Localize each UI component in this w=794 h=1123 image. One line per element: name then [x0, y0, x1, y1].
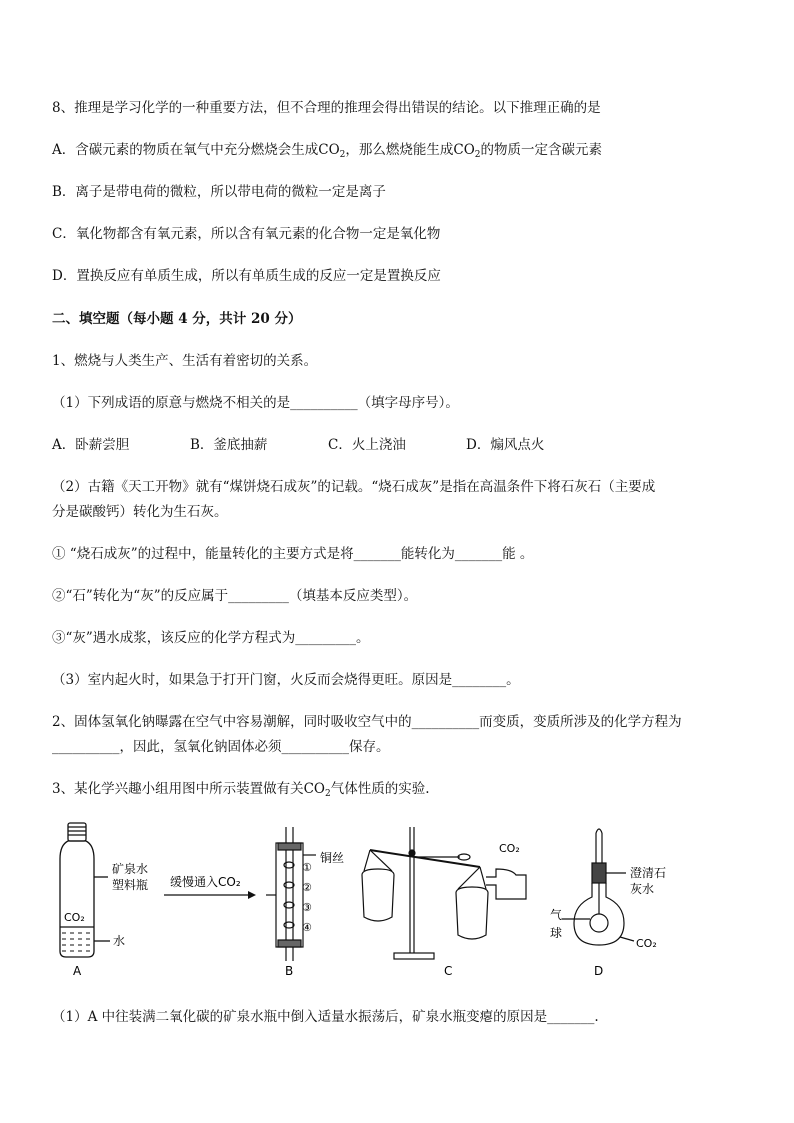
- q8-option-a[interactable]: [52, 140, 602, 160]
- q1-part1: （1）下列成语的原意与燃烧不相关的是__________（填字母序号）。: [52, 395, 459, 411]
- q8-a-text-2: ，那么燃烧能生成CO: [345, 142, 475, 158]
- q1-part2-line2: 分是碳酸钙）转化为生石灰。: [52, 504, 228, 520]
- q3-apparatus-figure: [40, 815, 720, 985]
- b-mark-1: ①: [302, 861, 312, 874]
- apparatus-b: [266, 827, 316, 961]
- q1-part3: （3）室内起火时，如果急于打开门窗，火反而会烧得更旺。原因是________。: [52, 672, 520, 688]
- arrow-head: [248, 891, 256, 899]
- balloon: [590, 914, 608, 932]
- q2-line2: __________，因此，氢氧化钠固体必须__________保存。: [52, 739, 390, 755]
- d-gas-label: CO₂: [636, 937, 657, 950]
- q8-a-text-1: A．含碳元素的物质在氧气中充分燃烧会生成CO: [52, 142, 340, 158]
- q1-opt-b[interactable]: B．釜底抽薪: [190, 437, 268, 453]
- caption-c: C: [444, 964, 453, 978]
- caption-d: D: [594, 964, 604, 978]
- c-gas-label: CO₂: [499, 842, 520, 855]
- bottle-cap: [68, 823, 86, 841]
- q3-stem-text-1: 3、某化学兴趣小组用图中所示装置做有关CO: [52, 781, 325, 797]
- q8-option-c[interactable]: C．氧化物都含有氧元素，所以含有氧元素的化合物一定是氧化物: [52, 226, 441, 242]
- q1-part2-line1: （2）古籍《天工开物》就有“煤饼烧石成灰”的记载。“烧石成灰”是指在高温条件下将石灰石（主要成: [52, 479, 656, 495]
- section-title-fill-in: 二、填空题（每小题 4 分，共计 20 分）: [52, 311, 302, 327]
- d-label-2: 灰水: [630, 882, 655, 896]
- q1-sub1: ① “烧石成灰”的过程中，能量转化的主要方式是将_______能转化为_______能 。: [52, 546, 534, 562]
- bottle-body: [60, 841, 94, 957]
- caption-a: A: [73, 964, 82, 978]
- a-gas-label: CO₂: [64, 911, 85, 924]
- q1-sub2: ②“石”转化为“灰”的反应属于_________（填基本反应类型）。: [52, 588, 418, 604]
- q8-a-sub-2: 2: [474, 150, 481, 160]
- d-label-1: 澄清石: [630, 866, 667, 880]
- apparatus-d: [562, 829, 634, 945]
- a-label-2: 塑料瓶: [112, 878, 149, 892]
- b-mark-2: ②: [302, 881, 312, 894]
- d-balloon-label-2: 球: [550, 926, 563, 940]
- cup-right: [456, 887, 488, 939]
- caption-b: B: [285, 964, 294, 978]
- a-label-1: 矿泉水: [112, 862, 149, 876]
- q3-stem-sub: 2: [325, 789, 331, 799]
- q8-stem: 8、推理是学习化学的一种重要方法，但不合理的推理会得出错误的结论。以下推理正确的是: [52, 100, 601, 116]
- q3-stem-text-2: 气体性质的实验.: [330, 781, 430, 797]
- q8-a-text-3: 的物质一定含碳元素: [480, 142, 603, 158]
- q2-line1: 2、固体氢氧化钠曝露在空气中容易潮解，同时吸收空气中的__________而变质，变质所涉及的化学方程为: [52, 714, 682, 730]
- b-wire-label: 铜丝: [320, 851, 345, 865]
- q8-option-b[interactable]: B．离子是带电荷的微粒，所以带电荷的微粒一定是离子: [52, 184, 386, 200]
- arrow-text: 缓慢通入CO₂: [170, 875, 241, 889]
- q3-stem: [52, 779, 430, 799]
- cup-left: [362, 869, 394, 921]
- q8-a-sub-1: 2: [339, 150, 346, 160]
- d-balloon-label-1: 气: [550, 908, 563, 922]
- q1-sub3: ③“灰”遇水成浆，该反应的化学方程式为_________。: [52, 630, 370, 646]
- a-water-label: 水: [113, 934, 126, 948]
- q1-opt-a[interactable]: A．卧薪尝胆: [52, 437, 130, 453]
- q1-opt-c[interactable]: C．火上浇油: [328, 437, 406, 453]
- apparatus-a: [60, 823, 110, 957]
- q1-opt-d[interactable]: D．煽风点火: [466, 437, 545, 453]
- q3-part1: （1）A 中往装满二氧化碳的矿泉水瓶中倒入适量水振荡后，矿泉水瓶变瘪的原因是_______.: [52, 1009, 599, 1025]
- co2-bottle: [486, 869, 526, 899]
- q1-stem: 1、燃烧与人类生产、生活有着密切的关系。: [52, 353, 318, 369]
- b-mark-3: ③: [302, 901, 312, 914]
- b-mark-4: ④: [302, 921, 312, 934]
- q8-option-d[interactable]: D．置换反应有单质生成，所以有单质生成的反应一定是置换反应: [52, 268, 441, 284]
